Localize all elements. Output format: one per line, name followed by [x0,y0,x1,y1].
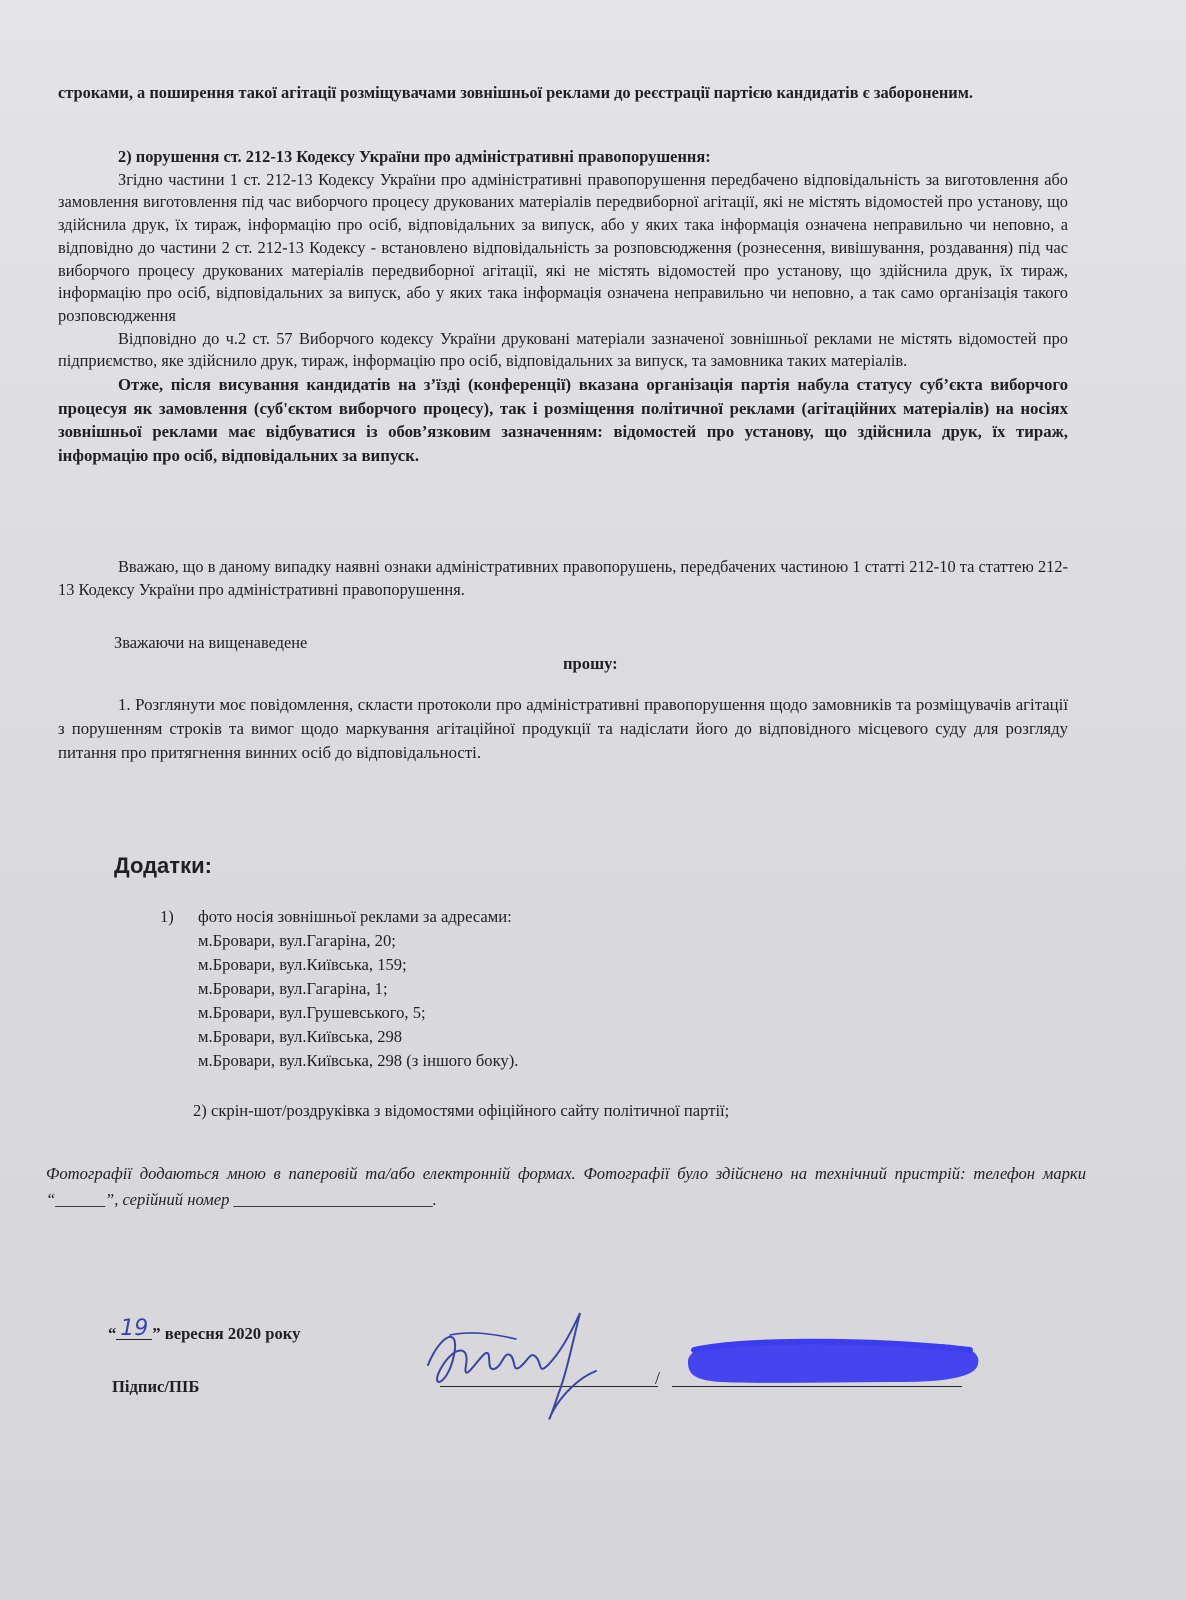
request-item [58,693,1068,765]
address-list-item: м.Бровари, вул.Гагаріна, 20; [198,931,396,950]
appendix-item-1 [160,905,518,1073]
address-list-item: м.Бровари, вул.Гагаріна, 1; [198,979,388,998]
appendix-heading: Додатки: [114,853,212,878]
appendix-item-1-number: 1) [160,907,174,926]
signature-label: Підпис/ПІБ [112,1377,200,1396]
address-list-item: м.Бровари, вул.Київська, 159; [198,955,407,974]
appendix-item-2: 2) скрін-шот/роздруківка з відомостями офіційного сайту політичної партії; [193,1101,730,1120]
request-item-text: 1. Розглянути моє повідомлення, скласти протоколи про адміністративні правопорушення щодо замовників та розміщувачів агітації з порушенням строків та вимог щодо маркування агітаційної продукції та надіслати його до відповідного місцевого суду для розгляду питання про притягнення винних осіб до відповідальності. [58,695,1068,762]
date-line [108,1316,301,1344]
violation-paragraph-3: Отже, після висування кандидатів на з’їзді (конференції) вказана організація партія набула статусу суб’єкта виборчого процесуя як замовлення (суб'єктом виборчого процесу), так і розміщення політичної реклами (агітаційних матеріалів) на носіях зовнішньої реклами має відбуватися із обов’язковим зазначенням: відомостей про установу, що здійснила друк, їх тираж, інформацію про осіб, відповідальних за випуск. [58,375,1068,465]
date-month-year: ” вересня 2020 року [152,1324,301,1343]
address-list-item: м.Бровари, вул.Київська, 298 [198,1027,403,1046]
appendix-item-1-title [160,905,518,929]
violation-section [58,146,1068,467]
intro-paragraph [58,82,1068,105]
date-day-handwritten: 19 [116,1319,152,1340]
request-title: прошу: [563,654,618,673]
appendix-item-1-text: фото носія зовнішньої реклами за адресами: [198,907,512,926]
considering-text: Зважаючи на вищенаведене [114,633,308,652]
photo-note: Фотографії додаються мною в паперовій та/або електронній формах. Фотографії було здійснено на технічний пристрій: телефон марки “______”, серійний номер ________________________. [46,1164,1086,1209]
conclusion-paragraph [58,556,1068,601]
redaction-mark [680,1336,986,1388]
signature-separator: / [655,1368,661,1388]
violation-paragraph-1: Згідно частини 1 ст. 212-13 Кодексу України про адміністративні правопорушення передбачено відповідальність за виготовлення або замовлення виготовлення під час виборчого процесу друкованих матеріалів передвиборної агітації, які не містять відомостей про установу, що здійснила друк, їх тираж, інформацію про осіб, відповідальних за випуск, або у яких така інформація означена неправильно чи неповно, а відповідно до частини 2 ст. 212-13 Кодексу - встановлено відповідальність за розповсюдження (рознесення, вивішування, роздавання) під час виборчого процесу друкованих матеріалів передвиборної агітації, які не містять відомостей про установу, що здійснила друк, їх тираж, інформацію про осіб, відповідальних за випуск, або у яких така інформація означена неправильно чи неповно, а так само організація такого розповсюдження [58,169,1068,325]
intro-text: строками, а поширення такої агітації розміщувачами зовнішньої реклами до реєстрації партією кандидатів є забороненим. [58,83,974,102]
address-list-item: м.Бровари, вул.Київська, 298 (з іншого боку). [198,1051,519,1070]
conclusion-text: Вважаю, що в даному випадку наявні ознаки адміністративних правопорушень, передбачених частиною 1 статті 212-10 та статтею 212-13 Кодексу України про адміністративні правопорушення. [58,557,1068,599]
date-open-quote: “ [108,1324,117,1343]
violation-paragraph-2: Відповідно до ч.2 ст. 57 Виборчого кодексу України друковані матеріали зазначеної зовнішньої реклами не містять відомостей про підприємство, яке здійснило друк, тираж, інформацію про осіб, відповідальних за випуск, та замовника таких матеріалів. [58,328,1068,371]
handwritten-signature [420,1295,620,1435]
address-list-item: м.Бровари, вул.Грушевського, 5; [198,1003,426,1022]
violation-heading: 2) порушення ст. 212-13 Кодексу України про адміністративні правопорушення: [118,147,711,166]
